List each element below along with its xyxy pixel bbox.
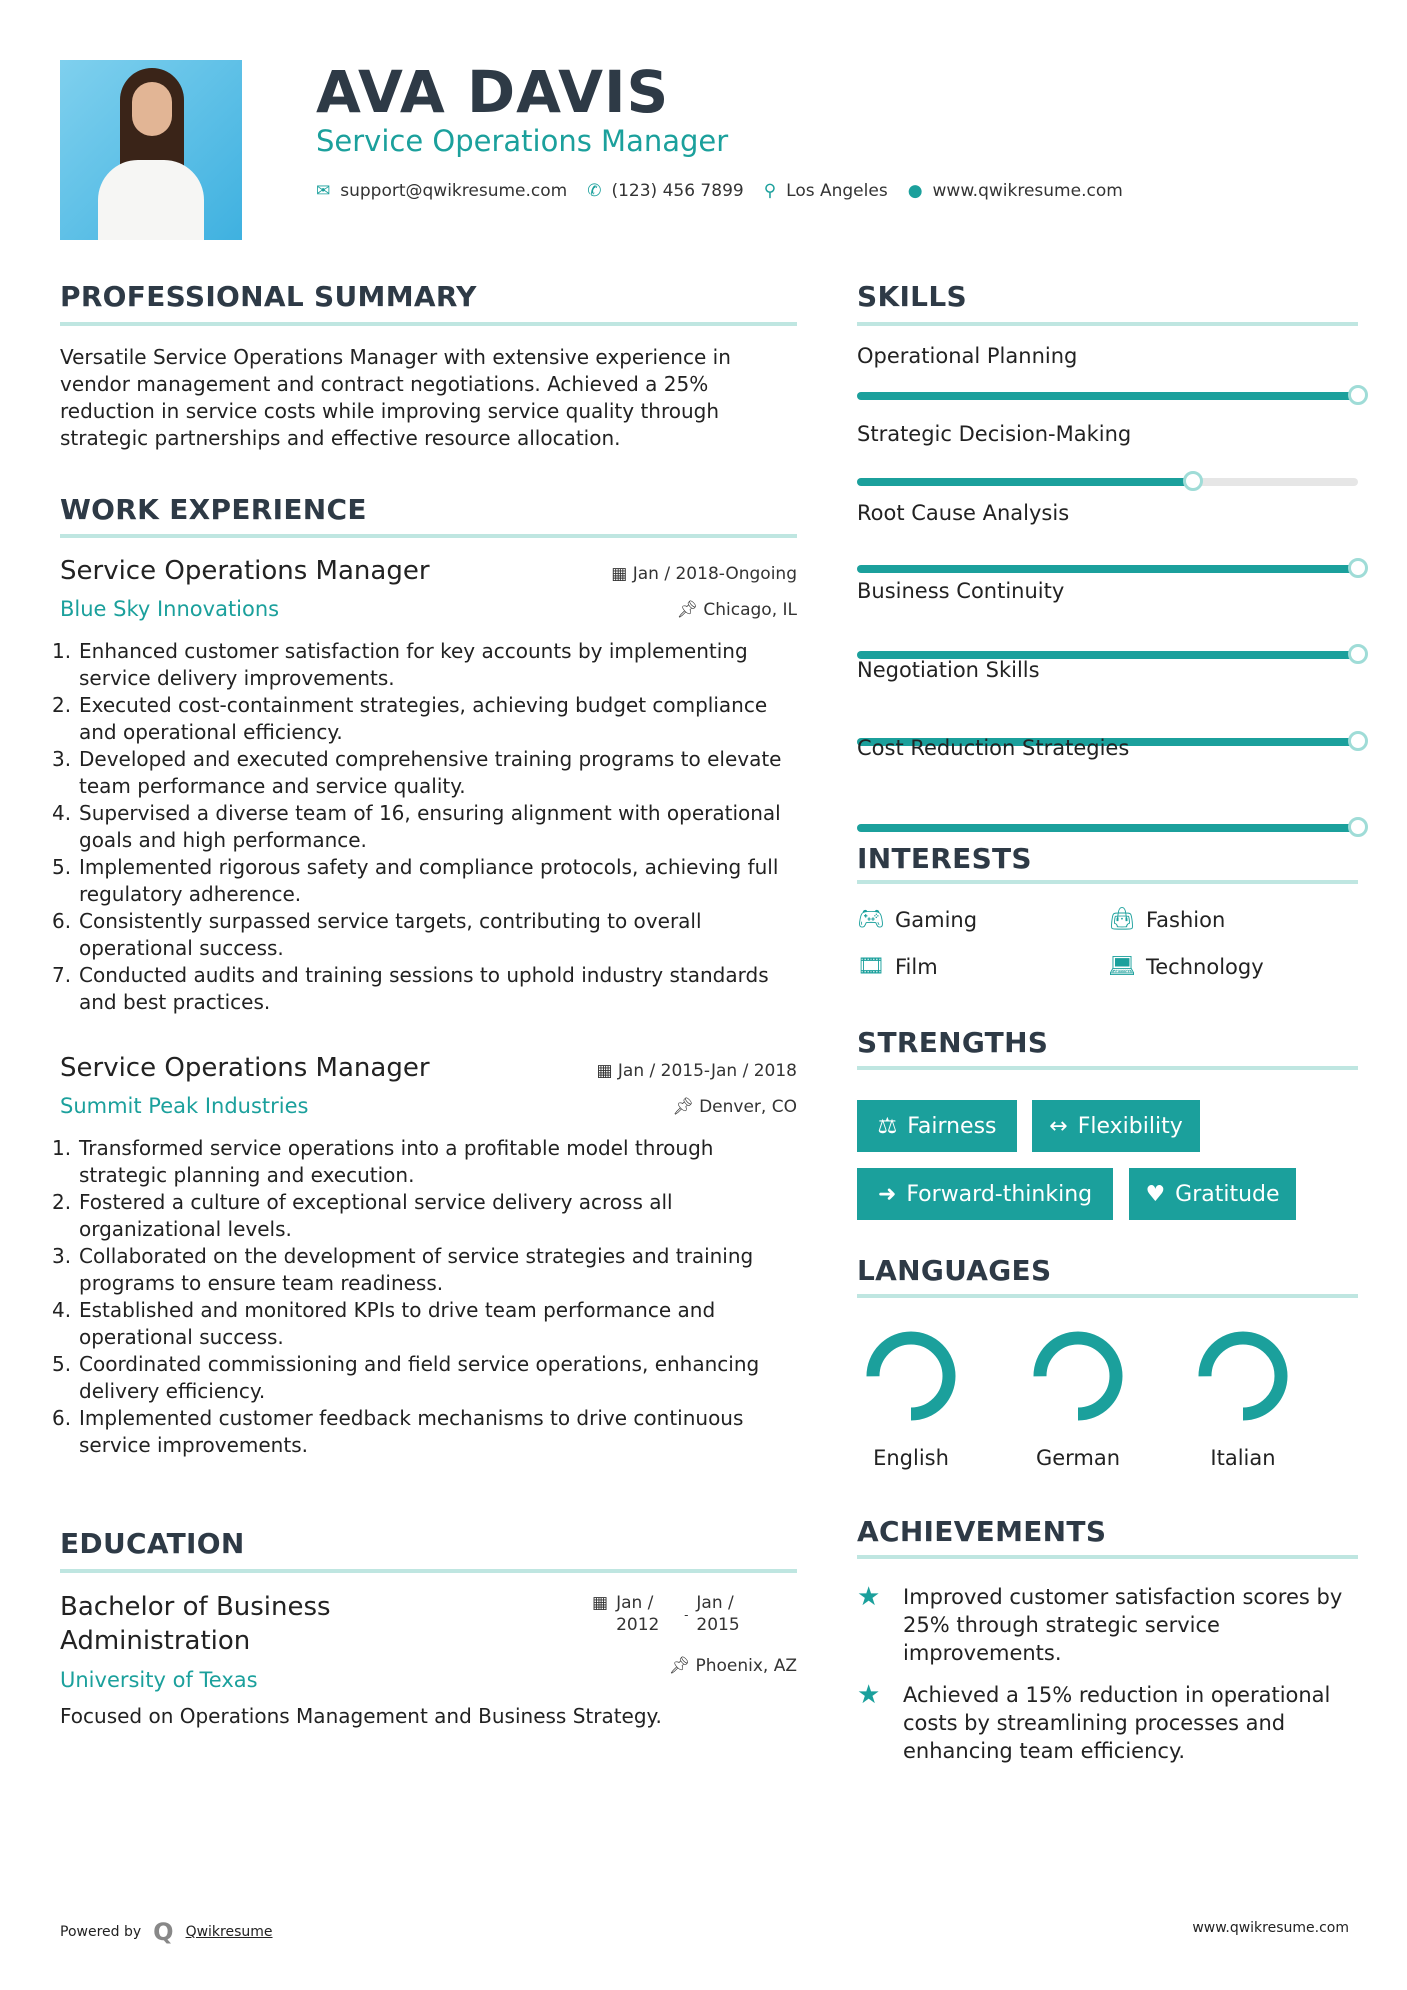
contact-location: Los Angeles [786,181,888,201]
candidate-title: Service Operations Manager [316,124,729,158]
heart-icon: ♥ [1145,1181,1166,1207]
job-bullets [52,1135,795,1459]
shopping-bag-icon: 👜︎ [1108,907,1136,932]
summary-heading: PROFESSIONAL SUMMARY [60,280,477,313]
calendar-icon: ▦ [611,564,633,584]
job-title: Service Operations Manager [60,1053,430,1083]
education-dates [592,1592,756,1636]
laptop-icon: 💻︎ [1108,954,1136,979]
language-label: Italian [1210,1446,1276,1470]
star-icon: ★ [857,1680,881,1710]
education-location: 📌︎ Phoenix, AZ [668,1656,797,1676]
balance-scale-icon: ⚖ [877,1113,898,1139]
list-item: 4. Established and monitored KPIs to drive team performance and operational success. [52,1298,716,1349]
brand-link[interactable]: Qwikresume [185,1924,273,1940]
footer-website[interactable]: www.qwikresume.com [1192,1920,1349,1936]
job-date: ▦ Jan / 2018-Ongoing [611,564,797,584]
gamepad-icon: 🎮︎ [857,907,885,932]
qwikresume-logo-icon: Q [153,1918,174,1946]
interest-item: 💻︎ Technology [1108,954,1264,979]
divider [857,880,1358,884]
job-date: ▦ Jan / 2015-Jan / 2018 [596,1061,797,1081]
contact-website[interactable]: www.qwikresume.com [932,181,1123,201]
job-bullets [52,638,795,1016]
divider [60,1569,797,1573]
education-end: Jan / 2015 [696,1593,740,1635]
skill-bar-fill [857,824,1358,832]
divider [857,1294,1358,1298]
skill-bar-fill [857,565,1358,573]
skills-heading: SKILLS [857,280,967,313]
skill-bar-knob [1348,817,1368,837]
education-description: Focused on Operations Management and Business Strategy. [60,1704,662,1728]
skill-bar-fill [857,478,1193,486]
film-icon: 🎞︎ [857,954,885,979]
list-item: 5. Coordinated commissioning and field service operations, enhancing delivery efficiency. [52,1352,760,1403]
list-item: 6. Implemented customer feedback mechanisms to drive continuous service improvements. [52,1406,744,1457]
list-item: 2. Executed cost-containment strategies, achieving budget compliance and operational efficiency. [52,693,768,744]
skill-bar-fill [857,392,1358,400]
pin-icon: 📌︎ [676,600,704,620]
divider [60,322,797,326]
list-item: 1. Transformed service operations into a profitable model through strategic planning and execution. [52,1136,714,1187]
interests-heading: INTERESTS [857,842,1032,875]
language-ring-arc [1040,1338,1116,1414]
experience-heading: WORK EXPERIENCE [60,493,367,526]
divider [857,322,1358,326]
language-ring-arc [873,1338,949,1414]
divider [857,1066,1358,1070]
divider [60,534,797,538]
arrow-right-icon: ➜ [877,1181,897,1207]
strength-tag: ♥ Gratitude [1129,1168,1296,1220]
language-level-ring [1030,1328,1126,1424]
language-label: English [873,1446,949,1470]
skill-label: Root Cause Analysis [857,500,1070,525]
calendar-icon: ▦ [596,1061,618,1081]
list-item: 1. Enhanced customer satisfaction for key accounts by implementing service delivery improvements. [52,639,748,690]
strength-tag: ➜ Forward-thinking [857,1168,1113,1220]
skill-bar-knob [1183,471,1203,491]
powered-by-label: Powered by [60,1924,142,1940]
profile-photo [60,60,242,240]
interest-item: 🎮︎ Gaming [857,907,978,932]
footer-powered [60,1918,273,1946]
school: University of Texas [60,1668,258,1692]
language-label: German [1035,1446,1121,1470]
list-item: 2. Fostered a culture of exceptional service delivery across all organizational levels. [52,1190,673,1241]
pin-icon: 📌︎ [672,1097,700,1117]
languages-heading: LANGUAGES [857,1254,1052,1287]
list-item: 7. Conducted audits and training sessions to uphold industry standards and best practices. [52,963,769,1014]
skill-bar [857,478,1358,486]
language-ring-arc [1205,1338,1281,1414]
phone-icon: ✆ [587,181,602,201]
list-item: 3. Collaborated on the development of service strategies and training programs to ensure team readiness. [52,1244,754,1295]
map-marker-icon: ⚲ [763,181,777,201]
skill-bar [857,565,1358,573]
education-start: Jan / 2012 [616,1593,660,1635]
skill-bar [857,824,1358,832]
skill-label: Operational Planning [857,344,1078,368]
interest-item: 🎞︎ Film [857,954,938,979]
contact-phone: (123) 456 7899 [611,181,744,201]
education-heading: EDUCATION [60,1527,245,1560]
interest-item: 👜︎ Fashion [1108,907,1226,932]
pin-icon: 📌︎ [668,1656,696,1676]
achievement-item: ★ Improved customer satisfaction scores by 25% through strategic service improvements. [857,1582,1343,1665]
language-level-ring [1195,1328,1291,1424]
job-title: Service Operations Manager [60,556,430,586]
job-location: 📌︎ Denver, CO [672,1097,797,1117]
skill-label: Negotiation Skills [857,657,1040,682]
skill-bar [857,392,1358,400]
star-icon: ★ [857,1582,881,1612]
candidate-name: AVA DAVIS [316,58,670,126]
date-separator: - [684,1608,689,1622]
achievement-item: ★ Achieved a 15% reduction in operational costs by streamlining processes and enhancing team efficiency. [857,1680,1331,1763]
divider [857,1555,1358,1559]
company-name: Summit Peak Industries [60,1094,309,1118]
skill-label: Cost Reduction Strategies [857,736,1130,760]
globe-icon: ● [907,181,923,201]
skill-bar-knob [1348,385,1368,405]
summary-text: Versatile Service Operations Manager with extensive experience in vendor management and contract negotiations. Achieved a 25% reduction in service costs while improving service quality through strategic partnerships and effective resource allocation. [60,345,731,450]
skill-bar-knob [1348,558,1368,578]
degree: Bachelor of Business Administration [60,1592,331,1656]
strength-tag: ⚖ Fairness [857,1100,1017,1152]
job-location: 📌︎ Chicago, IL [676,600,797,620]
list-item: 6. Consistently surpassed service targets, contributing to overall operational success. [52,909,702,960]
contact-bar [316,181,1123,201]
contact-email[interactable]: support@qwikresume.com [340,181,568,201]
achievements-heading: ACHIEVEMENTS [857,1515,1107,1548]
language-level-ring [863,1328,959,1424]
skill-label: Business Continuity [857,579,1065,604]
strength-tag: ↔ Flexibility [1032,1100,1200,1152]
skill-label: Strategic Decision-Making [857,422,1132,447]
strengths-heading: STRENGTHS [857,1026,1049,1059]
calendar-icon: ▦ [592,1593,609,1613]
list-item: 4. Supervised a diverse team of 16, ensuring alignment with operational goals and high performance. [52,801,781,852]
list-item: 3. Developed and executed comprehensive training programs to elevate team performance and service quality. [52,747,782,798]
envelope-icon: ✉ [316,181,331,201]
arrows-horizontal-icon: ↔ [1049,1113,1068,1139]
company-name: Blue Sky Innovations [60,597,280,621]
list-item: 5. Implemented rigorous safety and compliance protocols, achieving full regulatory adherence. [52,855,779,906]
